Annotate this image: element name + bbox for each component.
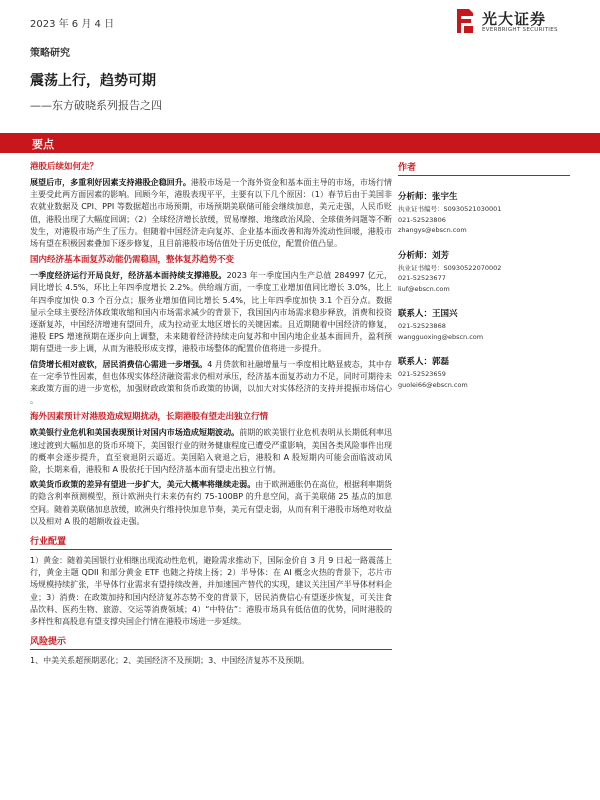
contact-name: 联系人：王国兴	[398, 309, 458, 319]
contact-card	[398, 307, 570, 342]
paragraph-lead: 欧美银行业危机和美国表现预计对国内市场造成短期波动。	[30, 428, 240, 438]
analyst-email[interactable]: zhangys@ebscn.com	[398, 226, 467, 234]
analyst-cert: 执业证书编号：S0930522070002	[398, 263, 502, 272]
summary-banner	[0, 133, 600, 153]
contact-email[interactable]: guolei66@ebscn.com	[398, 380, 468, 389]
summary-banner-label: 要点	[32, 138, 54, 151]
analyst-phone: 021-52523806	[398, 215, 446, 224]
logo-name-en: EVERBRIGHT SECURITIES	[482, 27, 558, 33]
industry-heading: 行业配置	[30, 534, 392, 550]
section-heading: 海外因素预计对港股造成短期扰动，长期港股有望走出独立行情	[30, 412, 269, 423]
analyst-card	[398, 190, 570, 236]
company-logo	[455, 5, 575, 41]
analyst-phone: 021-52523677	[398, 274, 446, 282]
industry-text: 1）黄金：随着美国银行业相继出现流动性危机，避险需求推动下，国际金价自 3 月 9 日起一路震荡上行，黄金主题 QDII 和部分黄金 ETF 也随之持续上扬；2）半导体：在 AI 概念火热的背景下，芯片市场规模持续扩张，半导体行业需求有望持续改善，并加速国产替代的实现，建议关注国产半导体材料企业；3）消费：在政策加持和国内经济复苏态势不变的背景下，居民消费信心有望逐步恢复，可关注食品饮料、医药生物、旅游、交运等消费领域；4）“中特估”：港股市场具有低估值的优势，同时港股的多样性和高股息有望支撑央国企行情在港股市场进一步延续。	[30, 556, 392, 627]
paragraph-text: 港股市场是一个海外资金和基本面主导的市场，市场行情主要受此两方面因素的影响。回顾今年，港股表现平平，主要有以下几个原因：（1）春节后由于美国非农就业数据及 CPI、PPI 等数据超出市场预期，市场预期美联储可能会继续加息，美元走强，人民币贬值，港股出现了大幅度回调；（2）全球经济增长放缓，贸易摩擦、地缘政治风险、全球债务问题等不断发生，对港股市场产生了压力。但随着中国经济走向复苏、企业基本面改善和海外流动性回暖，港股市场有望在积极因素叠加下逐步修复，且目前港股市场估值处于历史低位，配置价值凸显。	[30, 178, 393, 249]
paragraph-text: 由于欧洲通胀仍在高位，根据利率期货的隐含利率预测模型，预计欧洲央行未来仍有约 75-100BP 的升息空间，高于美联储 25 基点的加息空间。随着美联储加息放缓，欧洲央行维持快加息节奏，美元有望走弱，从而有利于港股市场绝对收益以及相对 A 股的超额收益走强。	[30, 480, 393, 526]
analyst-cert: 执业证书编号：S0930521030001	[398, 205, 502, 213]
author-sidebar	[398, 160, 570, 403]
analyst-card	[398, 249, 570, 295]
report-title: 震荡上行，趋势可期	[30, 73, 156, 89]
paragraph	[30, 270, 392, 355]
everbright-logo-icon	[455, 7, 475, 35]
contact-card	[398, 355, 570, 390]
paragraph-text: 4 月贷款和社融增量与一季度相比略显疲态，其中存在一定季节性因素，但也体现实体经济融资需求仍相对承压，经济基本面复苏动力不足，同时可期待未来政策方面的进一步宽松，加强财政政策和货币政策的协调，以加大对实体经济的支持并提振市场信心 。	[30, 359, 392, 406]
paragraph-text: 前期的欧美银行业危机表明从长期低利率迅速过渡到大幅加息的货币环境下，美国银行业的财务健康程度已遭受严重影响，美国各类风险事件出现的概率会逐步提升，直至衰退阴云逼近。美国陷入衰退之后，港股和 A 股短期内可能会面临波动风险，长期来看，港股和 A 股依托于国内经济基本面有望走出独立行情。	[30, 428, 393, 475]
risk-heading: 风险提示	[30, 634, 392, 650]
paragraph-text: 2023 年一季度国内生产总值 284997 亿元，同比增长 4.5%，环比上年四季度增长 2.2%。供给端方面，一季度工业增加值同比增长 3.0%，比上年四季度加快 0.3 个百分点；服务业增加值同比增长 5.4%，比上年四季度加快 3.1 个百分点。数据显示全球主要经济体政策收缩和国内市场需求减少的背景下，我国国内市场需求稳步释放，消费和投资逐渐复苏，中国经济增速有望回升，成为拉动亚太地区增长的关键因素。且近期随着中国经济的修复，港股 EPS 增速预期在逐步向上调整，未来随着经济持续走向复苏和中国内地企业基本面回升，盈利预期有望进一步上调，从而为港股形成支撑，港股市场整体的配置价值将进一步提升。	[30, 271, 392, 354]
contact-phone: 021-52523659	[398, 370, 446, 378]
contact-name: 联系人：郭磊	[398, 357, 450, 367]
paragraph-lead: 信贷增长相对疲软，居民消费信心需进一步增强。	[30, 359, 208, 369]
paragraph	[30, 359, 392, 408]
report-date: 2023 年 6 月 4 日	[30, 19, 115, 30]
report-subtitle: ——东方破晓系列报告之四	[30, 99, 162, 112]
analyst-name: 分析师：刘芳	[398, 250, 450, 261]
section-heading: 港股后续如何走？	[30, 162, 99, 172]
analyst-email[interactable]: liuf@ebscn.com	[398, 284, 450, 293]
paragraph-lead: 一季度经济运行开局良好，经济基本面持续支撑港股。	[30, 271, 227, 281]
summary-main-column	[30, 160, 392, 671]
contact-email[interactable]: wangguoxing@ebscn.com	[398, 332, 484, 341]
paragraph	[30, 427, 392, 476]
section-heading: 国内经济基本面复苏动能仍需稳固，整体复苏趋势不变	[30, 255, 235, 266]
analyst-name: 分析师：张宇生	[398, 192, 458, 202]
report-category: 策略研究	[30, 48, 70, 59]
author-heading: 作者	[398, 160, 570, 176]
paragraph-lead: 展望后市，多重利好因素支持港股企稳回升。	[30, 178, 191, 187]
risk-text: 1、中美关系超预期恶化；2、美国经济不及预期；3、中国经济复苏不及预期。	[30, 656, 310, 666]
paragraph	[30, 177, 392, 250]
logo-name-cn: 光大证券	[482, 10, 547, 28]
paragraph-lead: 欧美货币政策的差异有望进一步扩大，美元大概率将继续走弱。	[30, 480, 256, 490]
contact-phone: 021-52523868	[398, 322, 446, 330]
paragraph	[30, 479, 392, 528]
